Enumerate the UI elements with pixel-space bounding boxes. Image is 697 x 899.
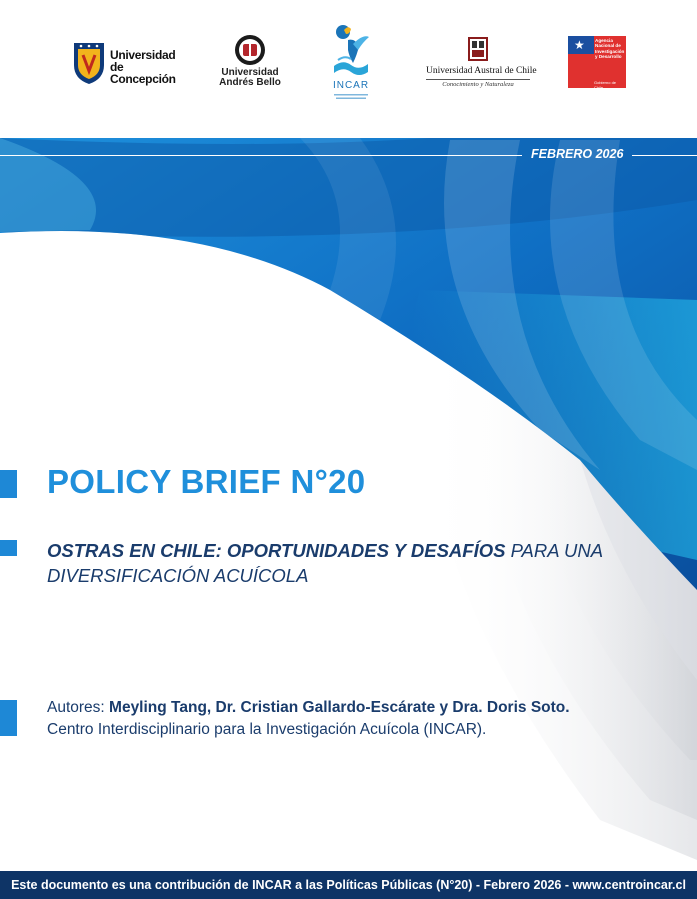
- date-rule-left: [0, 155, 522, 156]
- subtitle-bold: OSTRAS EN CHILE: OPORTUNIDADES Y DESAFÍOS: [47, 540, 506, 561]
- subtitle-marker: [0, 540, 17, 556]
- subtitle-regular: PARA UNA DIVERSIFICACIÓN ACUÍCOLA: [47, 540, 603, 586]
- anid-foot: Gobierno de Chile: [594, 80, 617, 90]
- authors-institution: Centro Interdisciplinario para la Investigación Acuícola (INCAR).: [47, 721, 487, 738]
- authors-label: Autores:: [47, 699, 110, 716]
- star-icon: ★: [574, 38, 585, 52]
- publication-date: FEBRERO 2026: [531, 147, 624, 161]
- unab-name: Universidad Andrés Bello: [219, 67, 281, 88]
- authors-names: Meyling Tang, Dr. Cristian Gallardo-Escárate y Dra. Doris Soto.: [109, 699, 570, 716]
- uach-name: Universidad Austral de Chile: [426, 66, 537, 76]
- subtitle: [47, 538, 607, 588]
- header-date-row: [0, 146, 697, 164]
- footer-text: Este documento es una contribución de INCAR a las Políticas Públicas (N°20) - Febrero 2026 - www.centroincar.cl: [11, 878, 686, 892]
- udec-name: Universidad de Concepción: [110, 48, 176, 86]
- title-marker: [0, 470, 17, 498]
- page-title: POLICY BRIEF N°20: [47, 463, 366, 500]
- uach-motto: Conocimiento y Naturaleza: [442, 81, 514, 88]
- authors-block: [47, 697, 647, 741]
- anid-name: Agencia Nacional de Investigación y Desarrollo: [595, 38, 625, 60]
- incar-name: INCAR: [332, 80, 370, 91]
- date-rule-right: [632, 155, 697, 156]
- footer-bar: [0, 871, 697, 899]
- authors-marker: [0, 700, 17, 736]
